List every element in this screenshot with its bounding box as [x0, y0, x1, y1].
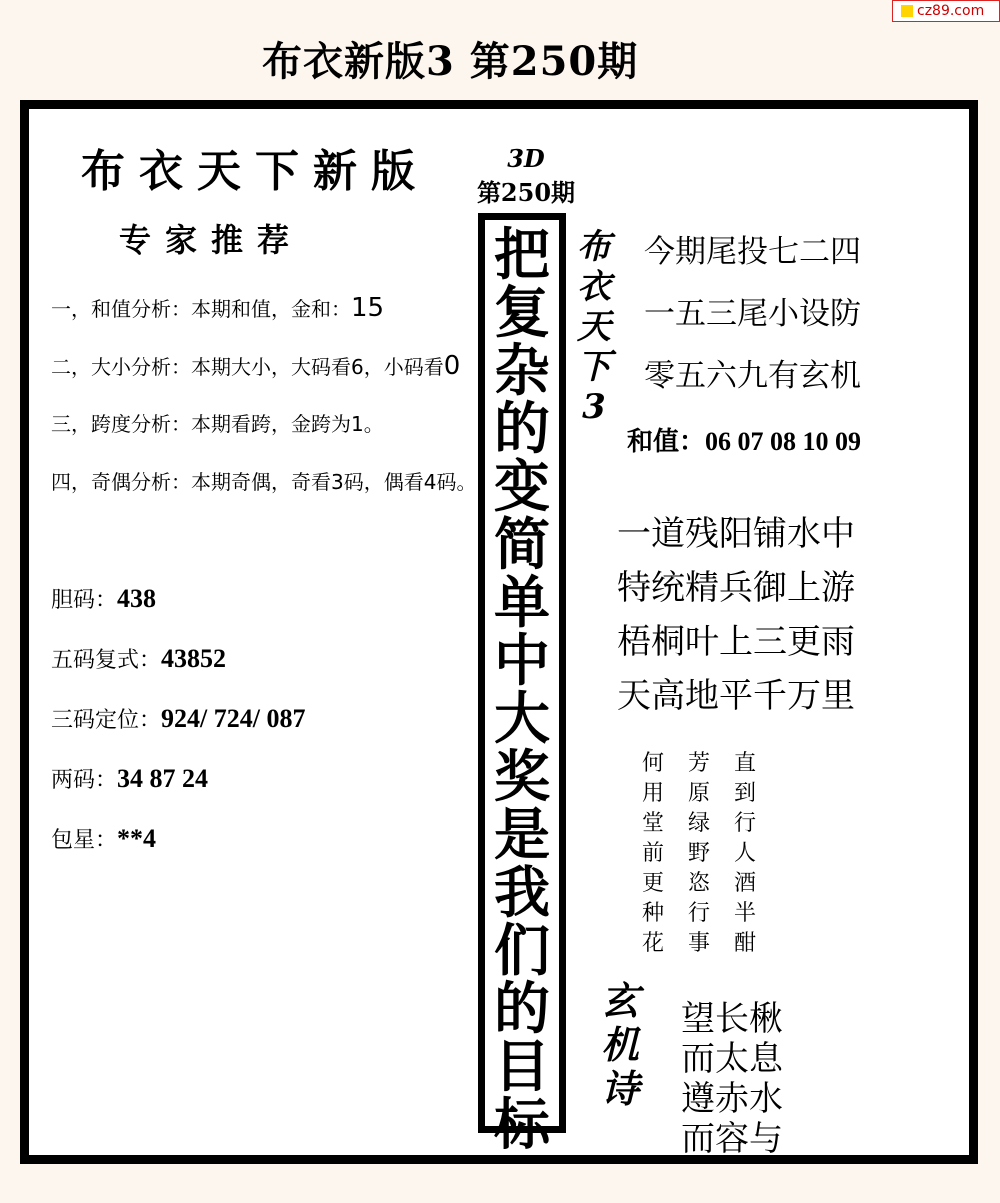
sum-values-line — [627, 421, 861, 458]
verse-char: 事 — [687, 931, 710, 956]
badge-square-icon — [901, 5, 913, 17]
xuanji-char: 玄 — [601, 978, 640, 1023]
issue-label-number: 第250期 — [476, 178, 576, 207]
slogan-char: 我 — [494, 860, 550, 926]
sum-label: 和值： — [627, 427, 706, 457]
issue-label-3d: 3D — [507, 144, 545, 173]
slogan-char: 目 — [494, 1034, 550, 1100]
verse-char: 用 — [641, 781, 664, 806]
slogan-char: 变 — [494, 454, 550, 520]
slogan-char: 奖 — [494, 744, 550, 810]
slogan-box — [478, 213, 566, 1158]
verse-char: 绿 — [687, 811, 710, 836]
poem-line: 天高地平千万里 — [617, 676, 855, 716]
pick-value: 438 — [117, 584, 157, 613]
verse-char: 酣 — [733, 931, 756, 956]
vertical-tag — [577, 227, 611, 427]
verse-char: 野 — [687, 841, 710, 866]
analysis-row — [51, 337, 461, 395]
pick-label: 三码定位： — [51, 708, 162, 733]
verse-char: 更 — [641, 871, 664, 896]
verse-char: 原 — [687, 781, 710, 806]
vertical-tag-char: 衣 — [577, 267, 611, 307]
page-title: 布衣新版3 第250期 — [262, 38, 639, 85]
verse-char: 到 — [733, 781, 756, 806]
verse-char: 种 — [641, 901, 664, 926]
analysis-text: 四，奇偶分析：本期奇偶，奇看3码，偶看4码。 — [51, 470, 477, 494]
heading-main: 布衣天下新版 — [81, 146, 429, 197]
verse-char: 恣 — [687, 871, 710, 896]
poem-line: 而太息 — [681, 1039, 783, 1079]
verse-char: 酒 — [733, 871, 756, 896]
slogan-char: 们 — [494, 918, 550, 984]
verse-char: 花 — [641, 931, 664, 956]
slogan-char: 大 — [494, 686, 550, 752]
slogan-char: 的 — [494, 396, 550, 462]
verse-char: 何 — [641, 751, 664, 776]
pick-value: 34 87 24 — [117, 764, 209, 793]
vertical-tag-char: 天 — [577, 307, 611, 347]
poem-line: 零五六九有玄机 — [644, 358, 861, 394]
verse-char: 行 — [687, 901, 710, 926]
poem-line: 特统精兵御上游 — [617, 568, 855, 608]
pick-row — [51, 689, 305, 749]
slogan-char: 标 — [494, 1092, 550, 1158]
verse-char: 半 — [733, 901, 756, 926]
slogan-char: 的 — [494, 976, 550, 1042]
verse-char: 直 — [733, 751, 756, 776]
slogan-char: 单 — [494, 570, 550, 636]
poem-line: 望长楸 — [681, 999, 783, 1039]
pick-label: 胆码： — [51, 588, 118, 613]
vertical-verse-grid — [641, 749, 757, 959]
analysis-list — [51, 279, 477, 511]
analysis-row — [51, 453, 477, 511]
analysis-text: 三，跨度分析：本期看跨，金跨为1。 — [51, 412, 384, 436]
verse-column — [687, 749, 711, 959]
slogan-char: 简 — [494, 512, 550, 578]
analysis-value: 15 — [351, 293, 385, 323]
slogan-char: 复 — [494, 280, 550, 346]
poster-frame — [20, 100, 978, 1164]
site-badge[interactable] — [892, 0, 1000, 22]
poem-line: 今期尾投七二四 — [644, 234, 861, 270]
analysis-text: 二，大小分析：本期大小，大码看6，小码看 — [51, 355, 444, 379]
verse-char: 人 — [733, 841, 756, 866]
pick-value: 924/ 724/ 087 — [161, 704, 306, 733]
xuanji-label — [601, 979, 639, 1111]
analysis-row — [51, 279, 461, 337]
verse-char: 芳 — [687, 751, 710, 776]
poem-line: 一五三尾小设防 — [644, 296, 861, 332]
verse-column — [641, 749, 665, 959]
verse-char: 前 — [641, 841, 664, 866]
pick-label: 五码复式： — [51, 648, 162, 673]
analysis-value: 0 — [443, 351, 461, 381]
vertical-tag-char: 3 — [582, 387, 606, 427]
vertical-tag-char: 下 — [577, 347, 611, 387]
pick-label: 包星： — [51, 828, 118, 853]
pick-row — [51, 629, 305, 689]
pick-row — [51, 809, 305, 869]
picks-list — [51, 569, 305, 869]
slogan-char: 杂 — [494, 338, 550, 404]
verse-char: 行 — [733, 811, 756, 836]
poem-line: 而容与 — [681, 1119, 783, 1159]
sum-values: 06 07 08 10 09 — [705, 427, 862, 456]
poem-line: 遵赤水 — [681, 1079, 783, 1119]
slogan-char: 中 — [494, 628, 550, 694]
site-badge-text: cz89.com — [917, 3, 985, 19]
xuanji-char: 诗 — [601, 1066, 640, 1111]
poem-line: 梧桐叶上三更雨 — [617, 622, 855, 662]
vertical-tag-char: 布 — [577, 227, 611, 267]
pick-row — [51, 749, 305, 809]
verse-column — [733, 749, 757, 959]
heading-sub: 专家推荐 — [119, 221, 304, 259]
xuanji-poem — [681, 999, 783, 1159]
slogan-char: 把 — [494, 222, 550, 288]
analysis-text: 一，和值分析：本期和值，金和： — [51, 297, 351, 321]
verse-char: 堂 — [641, 811, 664, 836]
pick-label: 两码： — [51, 768, 118, 793]
analysis-row — [51, 395, 461, 453]
pick-value: 43852 — [161, 644, 227, 673]
pick-value: **4 — [117, 824, 157, 853]
slogan-char: 是 — [494, 802, 550, 868]
poem-line: 一道残阳铺水中 — [617, 514, 855, 554]
issue-label — [476, 144, 576, 208]
pick-row — [51, 569, 305, 629]
xuanji-char: 机 — [601, 1022, 640, 1067]
main-poem — [617, 507, 855, 723]
tail-poem — [644, 221, 861, 407]
